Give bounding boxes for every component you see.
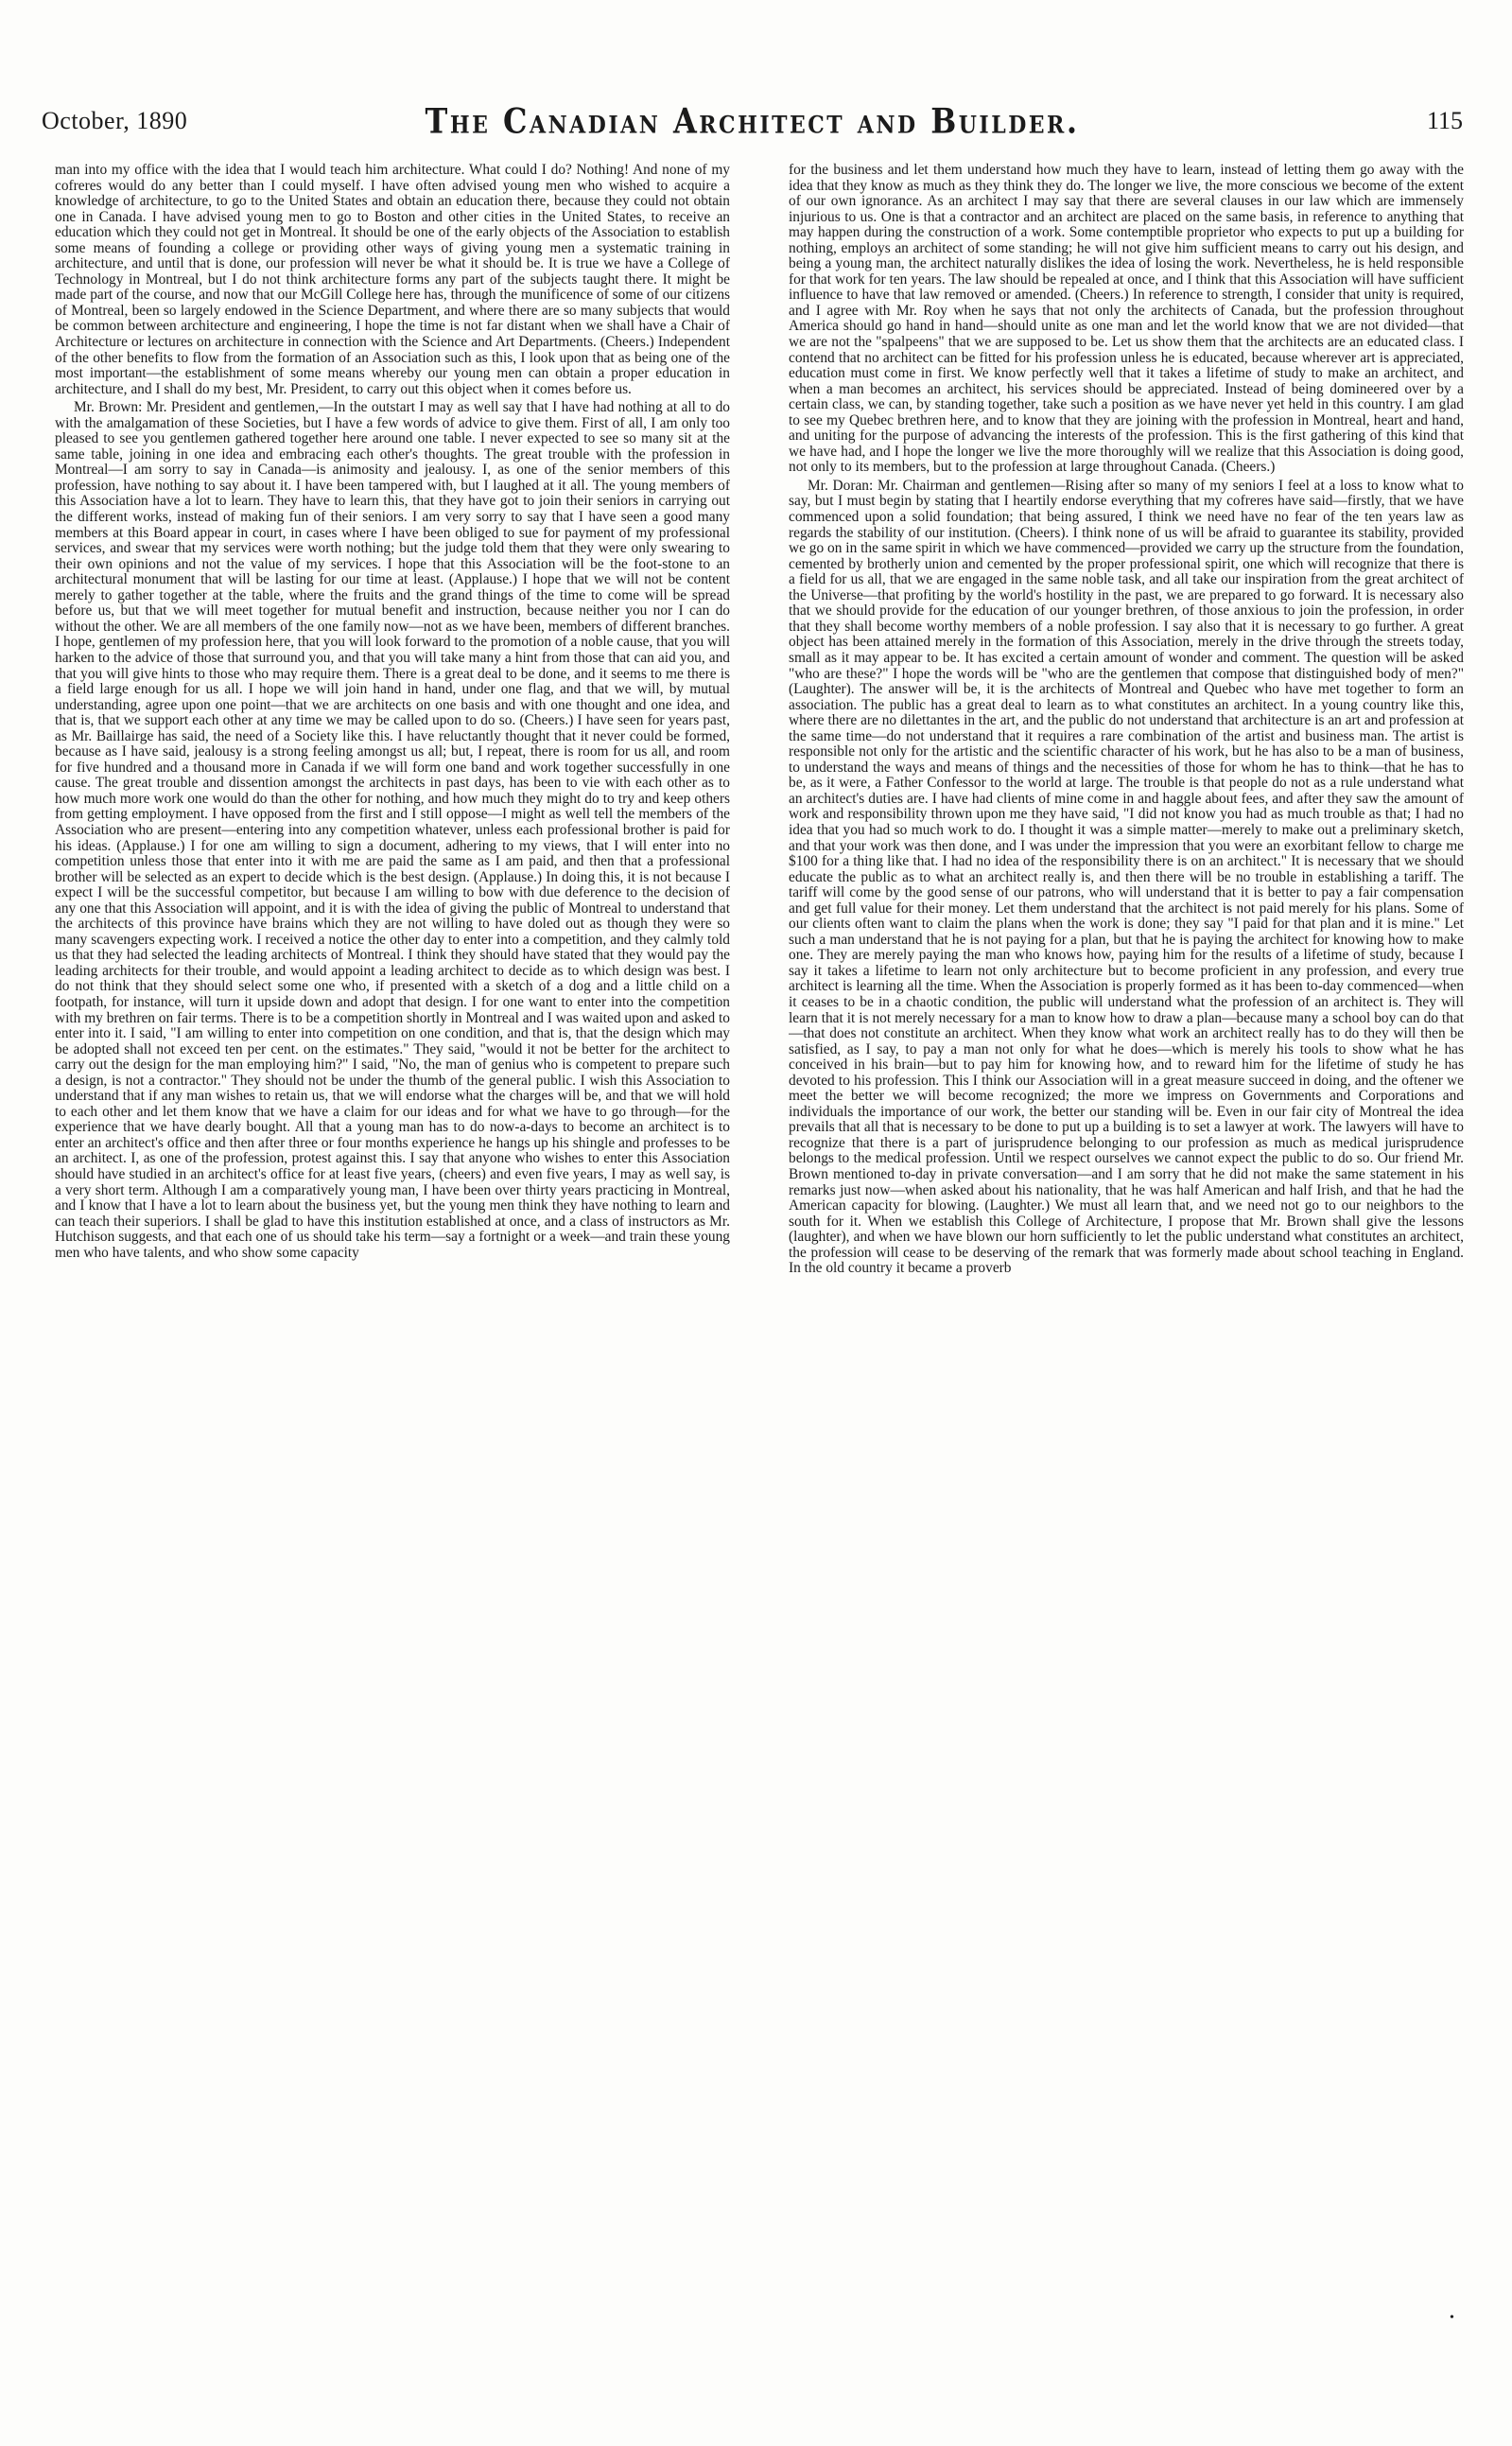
issue-date: October, 1890 [42, 107, 188, 134]
paragraph-brown-continued: for the business and let them understand how much they have to learn, instead of letting them go away with the idea that they know as much as they think they do. The longer we live, the more conscious we become of the extent of our own ignorance. As an architect I may say that there are several clauses in our law which are immensely injurious to us. One is that a contractor and an architect are placed on the same basis, in reference to anything that may happen during the construction of a work. Some contemptible proprietor who expects to put up a building for nothing, employs an architect of some standing; he will not give him sufficient means to carry out his design, and being a young man, the architect naturally dislikes the idea of losing the work. Nevertheless, he is held responsible for that work for ten years. The law should be repealed at once, and I think that this Association will have sufficient influence to have that law removed or amended. (Cheers.) In reference to strength, I consider that unity is required, and I agree with Mr. Roy when he says that not only the architects of Canada, but the profession throughout America should go hand in hand—should unite as one man and let the world know that we are not divided—that we are not the "spalpeens" that we are supposed to be. Let us show them that the architects are an educated class. I contend that no architect can be fitted for his profession unless he is educated, because wherever art is appreciated, education must come in first. We know perfectly well that it takes a lifetime of study to make an architect, and when a man becomes an architect, his services should be appreciated. Instead of being domineered over by a certain class, we can, by standing together, take such a position as we have never yet held in this country. I am glad to see my Quebec brethren here, and to know that they are joining with the profession in Montreal, heart and hand, and uniting for the purpose of advancing the interests of the profession. This is the first gathering of this kind that we have had, and I hope the longer we live the more thoroughly will we realize that this Association is doing good, not only to its members, but to the profession at large throughout Canada. (Cheers.) [789, 163, 1464, 476]
right-column [789, 163, 1464, 2423]
article-body [55, 163, 1464, 2423]
page-header [42, 93, 1463, 149]
paragraph-mr-doran: Mr. Doran: Mr. Chairman and gentlemen—Rising after so many of my seniors I feel at a loss to know what to say, but I must begin by stating that I heartily endorse everything that my cofreres have said—firstly, that we have commenced upon a solid foundation; that being assured, I think we need have no fear of the ten years law as regards the stability of our institution. (Cheers). I think none of us will be afraid to guarantee its stability, provided we go on in the same spirit in which we have commenced—provided we carry up the structure from the foundation, cemented by brotherly union and cemented by the proper professional spirit, one which will recognize that there is a field for us all, that we are engaged in the same noble task, and all take our inspiration from the great architect of the Universe—that profiting by the world's hostility in the past, we are prepared to go forward. It is necessary also that we should provide for the education of our younger brethren, of those anxious to join the profession, in order that they shall become worthy members of a noble profession. I say also that it is necessary to go further. A great object has been attained merely in the formation of this Association, merely in the drive through the streets today, small as it may appear to be. It has excited a certain amount of wonder and comment. The question will be asked "who are these?" I hope the words will be "who are the gentlemen that compose that distinguished body of men?" (Laughter). The answer will be, it is the architects of Montreal and Quebec who have met together to form an association. The public has a great deal to learn as to what constitutes an architect. In a young country like this, where there are no dilettantes in the art, and the public do not understand that architecture is an art and profession at the same time—do not understand that it requires a rare combination of the artist and business man. The artist is responsible not only for the artistic and the scientific character of his work, but he has also to be a man of business, to understand the ways and means of things and the necessities of those for whom he has to think—that he has to be, as it were, a Father Confessor to the world at large. The trouble is that people do not as a rule understand what an architect's duties are. I have had clients of mine come in and haggle about fees, and after they saw the amount of work and responsibility thrown upon me they have said, "I did not know you had as much trouble as that; I had no idea that you had so much work to do. I thought it was a simple matter—merely to make out a preliminary sketch, and that your work was then done, and I was under the impression that you were an exorbitant fellow to charge me $100 for a thing like that. I had no idea of the responsibility there is on an architect." It is necessary that we should educate the public as to what an architect really is, and then there will be no trouble in establishing a tariff. The tariff will come by the good sense of our patrons, who will understand that it is better to pay a fair compensation and get full value for their money. Let them understand that the architect is not paid merely for his plans. Some of our clients often want to claim the plans when the work is done; they say "I paid for that plan and it is mine." Let such a man understand that he is not paying for a plan, but that he is paying the architect for knowing how to make one. They are merely paying the man who knows how, paying him for the results of a lifetime of study, because I say it takes a lifetime to learn not only architecture but to become proficient in any profession, and every true architect is learning all the time. When the Association is properly formed as it has been to-day commenced—when it ceases to be in a chaotic condition, the public will understand what the profession of an architect is. They will learn that it is not merely necessary for a man to know how to draw a plan—because many a school boy can do that—that does not constitute an architect. When they know what work an architect really has to do they will then be satisfied, as I say, to pay a man not only for what he does—which is merely his tools to show what he has conceived in his brain—but to pay him for knowing how, and to reward him for the lifetime of study he has devoted to his profession. This I think our Association will in a great measure succeed in doing, and the oftener we meet the better we will become recognized; the more we impress on Governments and Corporations and individuals the importance of our work, the better our standing will be. Even in our fair city of Montreal the idea prevails that all that is necessary to be done to put up a building is to set a lawyer at work. The lawyers will have to recognize that there is a part of jurisprudence belonging to our profession as much as medical jurisprudence belongs to the medical profession. Until we respect ourselves we cannot expect the public to do so. Our friend Mr. Brown mentioned to-day in private conversation—and I am sorry that he did not make the same statement in his remarks just now—when asked about his nationality, that he was half American and half Irish, and that he had the American capacity for blowing. (Laughter.) We must all learn that, and we need not go to our neighbors to the south for it. When we establish this College of Architecture, I propose that Mr. Brown shall give the lessons (laughter), and when we have blown our horn sufficiently to let the public understand what constitutes an architect, the profession will cease to be deserving of the remark that was formerly made about school teaching in England. In the old country it became a proverb [789, 477, 1464, 1277]
continuation-mark: • [1450, 2311, 1454, 2325]
left-column [55, 163, 730, 2423]
journal-title: The Canadian Architect and Builder. [425, 100, 1080, 142]
paragraph-mr-brown: Mr. Brown: Mr. President and gentlemen,—In the outstart I may as well say that I have had nothing at all to do with the amalgamation of these Societies, but I have a few words of advice to give them. First of all, I am only too pleased to see you gentlemen gathered together here around one table. I never expected to see so many sit at the same table, joining in one idea and embracing each other's thoughts. The great trouble with the profession in Montreal—I am sorry to say in Canada—is animosity and jealousy. I, as one of the senior members of this profession, have nothing to say about it. I have been tampered with, but I laughed at it all. The young members of this Association have a lot to learn. They have to learn this, that they have got to join their seniors in carrying out the different works, instead of making fun of their seniors. I am very sorry to say that I have seen a good many members at this Board appear in court, in cases where I have been obliged to sue for payment of my professional services, and swear that my services were worth nothing; but the judge told them that they were only swearing to their own opinions and not the value of my services. I hope that this Association will be the foot-stone to an architectural monument that will be lasting for our time at least. (Applause.) I hope that we will not be content merely to gather together at the table, where the fruits and the grand things of the time to come will be spread before us, but that we will meet together for mutual benefit and instruction, because neither you nor I can do without the other. We are all members of the one family now—not as we have been, members of different branches. I hope, gentlemen of my profession here, that you will look forward to the promotion of a noble cause, that you will harken to the advice of those that surround you, and that you will take many a hint from those that can aid you, and that you will give hints to those who may require them. There is a great deal to be done, and it seems to me there is a field large enough for us all. I hope we will join hand in hand, under one flag, and that we will, by mutual understanding, agree upon one point—that we are architects on one basis and with one thought and one idea, and that is, that we support each other at any time we may be called upon to do so. (Cheers.) I have seen for years past, as Mr. Baillairge has said, the need of a Society like this. I have reluctantly thought that it never could be formed, because as I have said, jealousy is a strong feeling amongst us all; but, I repeat, there is room for us all, and room for five hundred and a thousand more in Canada if we will form one band and work together successfully in one cause. The great trouble and dissention amongst the architects in past days, has been to vie with each other as to how much more work one would do than the other for nothing, and how much they might do to try and keep others from getting employment. I have opposed from the first and I still oppose—I might as well tell the members of the Association who are present—entering into any competition whatever, unless each professional brother is paid for his ideas. (Applause.) I for one am willing to sign a document, adhering to my views, that I will enter into no competition unless those that enter into it with me are paid the same as I am paid, and then that a professional brother will be selected as an expert to decide which is the best design. (Applause.) In doing this, it is not because I expect I will be the successful competitor, but because I am willing to bow with due deference to the decision of any one that this Association will appoint, and it is with the idea of giving the public of Montreal to understand that the architects of this province have brains which they are not willing to have doled out as though they were so many scavengers expecting work. I received a notice the other day to enter into a competition, and they calmly told us that they had selected the leading architects of Montreal. I think they should have stated that they would pay the leading architects for their trouble, and would appoint a leading architect to decide as to which design was best. I do not think that they should select some one who, if presented with a sketch of a dog and a little child on a footpath, for instance, will turn it upside down and adopt that design. I for one want to enter into the competition with my brethren on fair terms. There is to be a competition shortly in Montreal and I was waited upon and asked to enter into it. I said, "I am willing to enter into competition on one condition, and that is, that the design which may be adopted shall not exceed ten per cent. on the estimates." They said, "would it not be better for the architect to carry out the design for the man employing him?" I said, "No, the man of genius who is competent to prepare such a design, is not a contractor." They should not be under the thumb of the general public. I wish this Association to understand that if any man wishes to retain us, that we will endorse what the charges will be, and that we will hold to each other and let them know that we have a claim for our ideas and for what we have to go through—for the experience that we have dearly bought. All that a young man has to do now-a-days to become an architect is to enter an architect's office and then after three or four months experience he hangs up his shingle and professes to be an architect. I, as one of the profession, protest against this. I say that anyone who wishes to enter this Association should have studied in an architect's office for at least five years, (cheers) and even five years, I may as well say, is a very short term. Although I am a comparatively young man, I have been over thirty years practicing in Montreal, and I know that I have a lot to learn about the business yet, but the young men think they have nothing to learn and can teach their superiors. I shall be glad to have this institution established at once, and a class of instructors as Mr. Hutchison suggests, and that each one of us should take his term—say a fortnight or a week—and train these young men who have talents, and who show some capacity [55, 399, 730, 1261]
page-number: 115 [1426, 107, 1463, 134]
paragraph-education-continued: man into my office with the idea that I would teach him architecture. What could I do? Nothing! And none of my cofreres would do any better than I could myself. I have often advised young men who wished to acquire a knowledge of architecture, to go to the United States and obtain an education there, because they could not obtain one in Canada. I have advised young men to go to Boston and other cities in the United States, to receive an education which they could not get in Montreal. It should be one of the early objects of the Association to establish some means of founding a college or providing other ways of giving young men a systematic training in architecture, and until that is done, our profession will never be what it should be. It is true we have a College of Technology in Montreal, but I do not think architecture forms any part of the subjects taught there. It might be made part of the course, and now that our McGill College here has, through the munificence of some of our citizens of Montreal, been so largely endowed in the Science Department, and where there are so many subjects that would be common between architecture and engineering, I hope the time is not far distant when we shall have a Chair of Architecture or lectures on architecture in connection with the Science and Art Departments. (Cheers.) Independent of the other benefits to flow from the formation of an Association such as this, I look upon that as being one of the most important—the establishment of some means whereby our young men can obtain a proper education in architecture, and I shall do my best, Mr. President, to carry out this object when it comes before us. [55, 163, 730, 397]
